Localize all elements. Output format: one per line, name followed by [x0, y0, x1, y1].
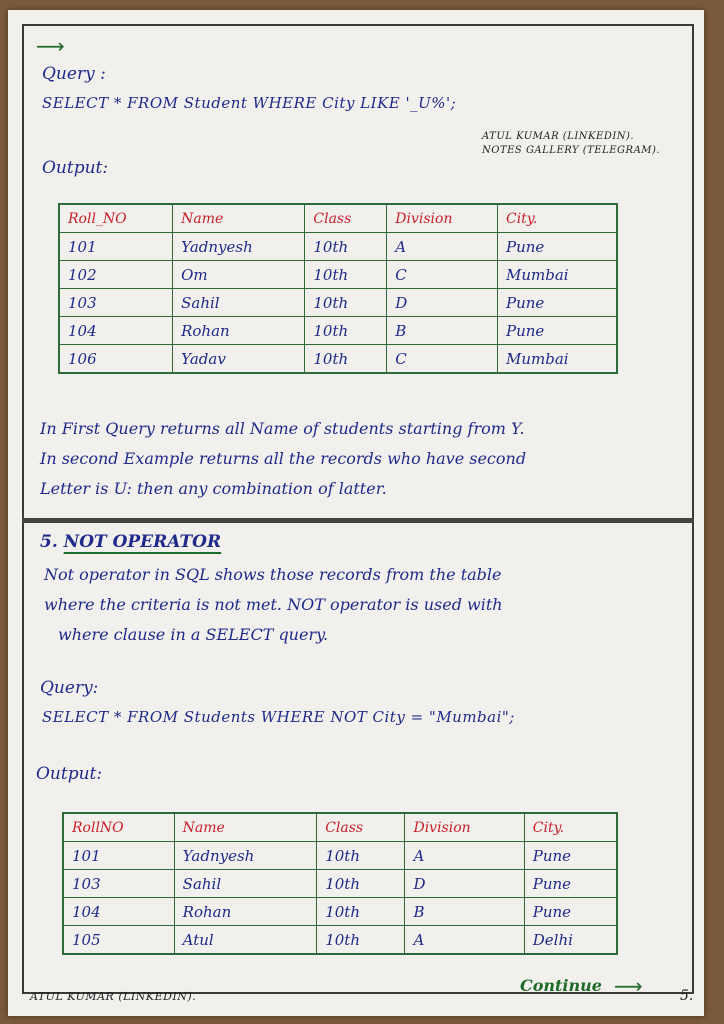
cell: Rohan	[173, 317, 305, 345]
table-row	[59, 317, 617, 345]
cell: 10th	[305, 233, 387, 261]
cell: Atul	[174, 926, 317, 955]
description-line: where clause in a SELECT query.	[58, 625, 329, 644]
output-label: Output:	[42, 158, 109, 178]
cell: Pune	[497, 317, 617, 345]
col-division: Division	[405, 813, 524, 842]
cell: 105	[63, 926, 174, 955]
cell: 102	[59, 261, 173, 289]
cell: Yadav	[173, 345, 305, 374]
cell: Pune	[497, 289, 617, 317]
table-row	[63, 926, 617, 955]
cell: C	[387, 261, 498, 289]
table-row	[59, 289, 617, 317]
page-number: 5.	[680, 988, 694, 1004]
query-label: Query:	[40, 678, 99, 698]
explanation-paragraph	[40, 414, 660, 504]
cell: D	[387, 289, 498, 317]
table-header-row	[63, 813, 617, 842]
cell: 104	[63, 898, 174, 926]
table-row	[59, 261, 617, 289]
cell: A	[387, 233, 498, 261]
right-arrow-icon: ⟶	[36, 34, 65, 58]
section-heading	[40, 532, 221, 552]
cell: 10th	[305, 317, 387, 345]
col-name: Name	[173, 204, 305, 233]
cell: Om	[173, 261, 305, 289]
cell: Pune	[497, 233, 617, 261]
cell: 10th	[305, 345, 387, 374]
cell: Pune	[524, 842, 617, 870]
cell: 10th	[305, 289, 387, 317]
table-row	[59, 233, 617, 261]
cell: A	[405, 842, 524, 870]
section-title: NOT OPERATOR	[63, 532, 222, 552]
cell: 103	[59, 289, 173, 317]
cell: Mumbai	[497, 345, 617, 374]
cell: Sahil	[174, 870, 317, 898]
cell: 103	[63, 870, 174, 898]
cell: B	[405, 898, 524, 926]
credit-telegram: NOTES GALLERY (TELEGRAM).	[482, 145, 661, 156]
col-class: Class	[305, 204, 387, 233]
col-roll: RollNO	[63, 813, 174, 842]
col-roll: Roll_NO	[59, 204, 173, 233]
cell: 10th	[317, 898, 405, 926]
explanation-line: Letter is U: then any combination of latter.	[40, 479, 387, 498]
cell: Delhi	[524, 926, 617, 955]
section-number: 5.	[40, 532, 58, 552]
col-division: Division	[387, 204, 498, 233]
right-arrow-icon: ⟶	[614, 974, 643, 998]
cell: 104	[59, 317, 173, 345]
cell: Pune	[524, 870, 617, 898]
cell: 10th	[317, 926, 405, 955]
col-class: Class	[317, 813, 405, 842]
cell: Mumbai	[497, 261, 617, 289]
description-line: where the criteria is not met. NOT operator is used with	[44, 595, 503, 614]
credit-linkedin: ATUL KUMAR (LINKEDIN).	[482, 131, 635, 142]
query-text: SELECT * FROM Student WHERE City LIKE '_U%';	[42, 94, 457, 112]
col-city: City.	[524, 813, 617, 842]
cell: A	[405, 926, 524, 955]
cell: 101	[63, 842, 174, 870]
col-city: City.	[497, 204, 617, 233]
table-header-row	[59, 204, 617, 233]
output-table-1	[58, 203, 618, 374]
table-row	[63, 898, 617, 926]
cell: C	[387, 345, 498, 374]
cell: Pune	[524, 898, 617, 926]
output-table-2	[62, 812, 618, 955]
cell: 10th	[305, 261, 387, 289]
description-line: Not operator in SQL shows those records from the table	[44, 565, 502, 584]
query-text: SELECT * FROM Students WHERE NOT City = "Mumbai";	[42, 708, 515, 726]
cell: 106	[59, 345, 173, 374]
cell: Rohan	[174, 898, 317, 926]
section-divider	[22, 518, 694, 523]
footer-author: ATUL KUMAR (LINKEDIN).	[30, 990, 197, 1003]
table-row	[63, 870, 617, 898]
cell: Sahil	[173, 289, 305, 317]
table-row	[59, 345, 617, 374]
description-paragraph	[44, 560, 664, 650]
output-label: Output:	[36, 764, 103, 784]
cell: B	[387, 317, 498, 345]
cell: Yadnyesh	[173, 233, 305, 261]
continue-label: Continue	[520, 976, 602, 995]
cell: 101	[59, 233, 173, 261]
explanation-line: In second Example returns all the records who have second	[40, 449, 527, 468]
cell: D	[405, 870, 524, 898]
query-label: Query :	[42, 64, 106, 84]
explanation-line: In First Query returns all Name of students starting from Y.	[40, 419, 525, 438]
col-name: Name	[174, 813, 317, 842]
cell: Yadnyesh	[174, 842, 317, 870]
table-row	[63, 842, 617, 870]
cell: 10th	[317, 870, 405, 898]
cell: 10th	[317, 842, 405, 870]
